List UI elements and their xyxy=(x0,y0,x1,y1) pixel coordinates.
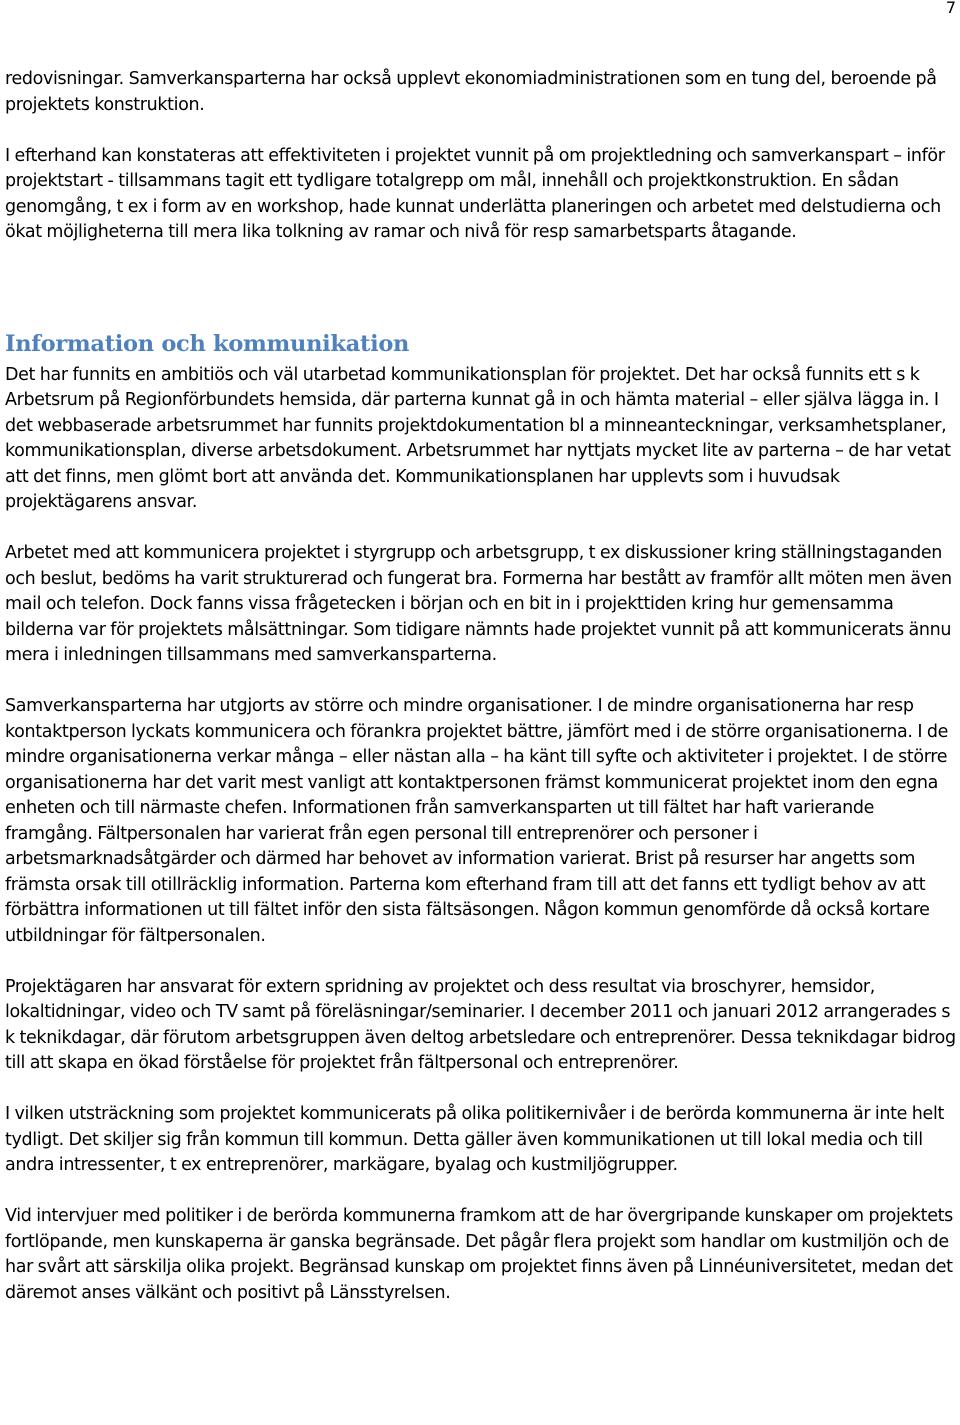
paragraph-spacer xyxy=(5,516,957,542)
paragraph-external-spread: Projektägaren har ansvarat för extern spridning av projektet och dess resultat via broschyrer, hemsidor, lokaltidningar, video och TV samt på föreläsningar/seminarier. I december 2011 och januari 2012 arrangerades s k teknikdagar, där förutom arbetsgruppen även deltog arbetsledare och entreprenörer. Dessa teknikdagar bidrog till att skapa en ökad förståelse för projektet från fältpersonal och entreprenörer. xyxy=(5,976,956,1073)
paragraph-spacer xyxy=(5,1179,957,1205)
paragraph-organisations: Samverkansparterna har utgjorts av större och mindre organisationer. I de mindre organisationerna har resp kontaktperson lyckats kommunicera och förankra projektet bättre, jämfört med i de större organisationerna. I de mindre organisationerna verkar många – eller nästan alla – ha känt till syfte och aktiviteter i projektet. I de större organisationerna har det varit mest vanligt att kontaktpersonen främst kommunicerat projektet inom den egna enheten och till närmaste chefen. Informationen från samverkansparten ut till fältet har haft varierande framgång. Fältpersonalen har varierat från egen personal till entreprenörer och personer i arbetsmarknadsåtgärder och därmed har behovet av information varierat. Brist på resurser har angetts som främsta orsak till otillräcklig information. Parterna kom efterhand fram till att det fanns ett tydligt behov av att förbättra informationen ut till fältet inför den sista fältsäsongen. Någon kommun genomförde då också kortare utbildningar för fältpersonalen. xyxy=(5,696,949,946)
paragraph-spacer xyxy=(5,949,957,975)
paragraph-spacer xyxy=(5,118,957,144)
paragraph-steering-group: Arbetet med att kommunicera projektet i styrgrupp och arbetsgrupp, t ex diskussioner kring ställningstaganden och beslut, bedöms ha varit strukturerad och fungerat bra. Formerna har bestått av framför allt möten men även mail och telefon. Dock fanns vissa frågetecken i början och en bit in i projekttiden kring hur gemensamma bilderna var för projektets målsättningar. Som tidigare nämnts hade projektet vunnit på att kommunicerats ännu mera i inledningen tillsammans med samverkansparterna. xyxy=(5,543,952,665)
paragraph-politician-interviews: Vid intervjuer med politiker i de berörda kommunerna framkom att de har övergripande kunskaper om projektets fortlöpande, men kunskaperna är ganska begränsade. Det pågår flera projekt som handlar om kustmiljön och de har svårt att särskilja olika projekt. Begränsad kunskap om projektet finns även på Linnéuniversitetet, medan det däremot anses välkänt och positivt på Länsstyrelsen. xyxy=(5,1206,953,1303)
paragraph-project-reflection: I efterhand kan konstateras att effektiviteten i projektet vunnit på om projektledning och samverkanspart – inför projektstart - tillsammans tagit ett tydligare totalgrepp om mål, innehåll och projektkonstruktion. En sådan genomgång, t ex i form av en workshop, hade kunnat underlätta planeringen och arbetet med delstudierna och ökat möjligheterna till mera lika tolkning av ramar och nivå för resp samarbetsparts åtagande. xyxy=(5,145,945,242)
paragraph-spacer xyxy=(5,1077,957,1103)
section-heading: Information och kommunikation xyxy=(5,330,410,357)
page-number: 7 xyxy=(945,0,956,17)
paragraph-communication-plan: Det har funnits en ambitiös och väl utarbetad kommunikationsplan för projektet. Det har också funnits ett s k Arbetsrum på Regionförbundets hemsida, där parterna kunnat gå in och hämta material – eller själva lägga in. I det webbaserade arbetsrummet har funnits projektdokumentation bl a minneanteckningar, verksamhetsplaner, kommunikationsplan, diverse arbetsdokument. Arbetsrummet har nyttjats mycket lite av parterna – de har vetat att det finns, men glömt bort att använda det. Kommunikationsplanen har upplevts som i huvudsak projektägarens ansvar. xyxy=(5,364,951,512)
paragraph-political-levels: I vilken utsträckning som projektet kommunicerats på olika politikernivåer i de berörda kommunerna är inte helt tydligt. Det skiljer sig från kommun till kommun. Detta gäller även kommunikationen ut till lokal media och till andra intressenter, t ex entreprenörer, markägare, byalag och kustmiljögrupper. xyxy=(5,1104,944,1175)
document-body xyxy=(5,67,957,1306)
paragraph-continuation: redovisningar. Samverkansparterna har också upplevt ekonomiadministrationen som en tung del, beroende på projektets konstruktion. xyxy=(5,69,937,115)
paragraph-spacer xyxy=(5,669,957,695)
section-spacer xyxy=(5,246,957,329)
